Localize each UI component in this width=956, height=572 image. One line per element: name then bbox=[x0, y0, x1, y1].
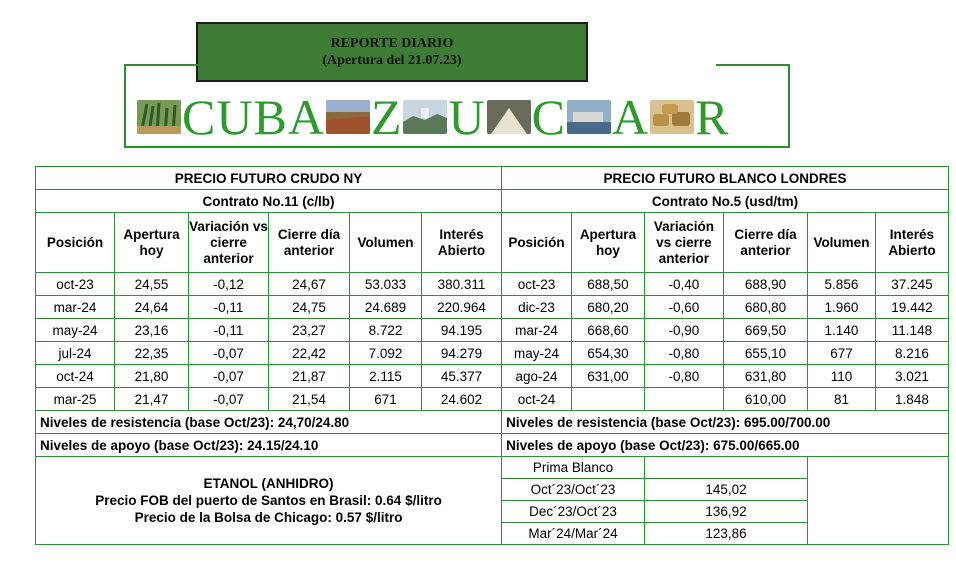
ny-cell: 22,42 bbox=[269, 342, 350, 365]
london-cell: -0,40 bbox=[644, 273, 723, 296]
ny-cell: 21,54 bbox=[269, 388, 350, 411]
london-cell: 19.442 bbox=[875, 296, 948, 319]
logo-letter: A bbox=[287, 89, 325, 145]
ny-cell: -0,12 bbox=[188, 273, 268, 296]
london-cell: 668,60 bbox=[571, 319, 644, 342]
ny-cell: 24.602 bbox=[421, 388, 501, 411]
ny-cell: oct-24 bbox=[36, 365, 115, 388]
ny-cell: 21,87 bbox=[269, 365, 350, 388]
london-cell: ago-24 bbox=[502, 365, 572, 388]
sugar-bags-image bbox=[650, 100, 694, 134]
london-cell: 81 bbox=[808, 388, 876, 411]
london-cell: 1.848 bbox=[875, 388, 948, 411]
london-contract: Contrato No.5 (usd/tm) bbox=[502, 190, 949, 213]
prima-spread: Oct´23/Oct´23 bbox=[502, 479, 645, 501]
prima-title: Prima Blanco bbox=[502, 457, 645, 479]
ny-title: PRECIO FUTURO CRUDO NY bbox=[36, 167, 502, 190]
ny-cell: -0,11 bbox=[188, 296, 268, 319]
ethanol-box bbox=[36, 457, 502, 545]
sugar-pile-image bbox=[487, 100, 531, 134]
ny-cell: 23,16 bbox=[115, 319, 189, 342]
london-cell: 1.960 bbox=[808, 296, 876, 319]
london-cell: 610,00 bbox=[723, 388, 807, 411]
port-ship-image bbox=[567, 100, 611, 134]
ny-col-header: Volumen bbox=[350, 213, 422, 273]
ny-col-header: Posición bbox=[36, 213, 115, 273]
ny-cell: -0,07 bbox=[188, 365, 268, 388]
table-row bbox=[36, 273, 949, 296]
london-cell bbox=[571, 388, 644, 411]
london-cell: 37.245 bbox=[875, 273, 948, 296]
ny-cell: 24,67 bbox=[269, 273, 350, 296]
ny-cell: mar-25 bbox=[36, 388, 115, 411]
london-col-header: Posición bbox=[502, 213, 572, 273]
ny-cell: -0,07 bbox=[188, 388, 268, 411]
ny-cell: may-24 bbox=[36, 319, 115, 342]
london-cell: 11.148 bbox=[875, 319, 948, 342]
london-col-header: Cierre día anterior bbox=[723, 213, 807, 273]
logo-frame bbox=[124, 64, 790, 148]
london-cell: may-24 bbox=[502, 342, 572, 365]
prima-side-blank bbox=[808, 457, 949, 545]
report-title: REPORTE DIARIO bbox=[330, 36, 454, 51]
london-cell: 677 bbox=[808, 342, 876, 365]
ny-cell: 45.377 bbox=[421, 365, 501, 388]
london-cell: -0,90 bbox=[644, 319, 723, 342]
london-cell: 680,80 bbox=[723, 296, 807, 319]
london-cell: 110 bbox=[808, 365, 876, 388]
london-cell: oct-23 bbox=[502, 273, 572, 296]
prima-spread: Dec´23/Oct´23 bbox=[502, 501, 645, 523]
london-cell: dic-23 bbox=[502, 296, 572, 319]
london-cell: mar-24 bbox=[502, 319, 572, 342]
ny-cell: oct-23 bbox=[36, 273, 115, 296]
ny-cell: 24,75 bbox=[269, 296, 350, 319]
logo-letter: U bbox=[216, 89, 254, 145]
london-cell: 655,10 bbox=[723, 342, 807, 365]
ny-cell: mar-24 bbox=[36, 296, 115, 319]
ny-cell: 94.195 bbox=[421, 319, 501, 342]
ny-cell: 21,47 bbox=[115, 388, 189, 411]
london-cell: 669,50 bbox=[723, 319, 807, 342]
london-cell: 688,90 bbox=[723, 273, 807, 296]
logo-letter: U bbox=[448, 89, 486, 145]
london-cell: 654,30 bbox=[571, 342, 644, 365]
london-cell: 631,80 bbox=[723, 365, 807, 388]
ny-cell: 220.964 bbox=[421, 296, 501, 319]
ny-cell: 24,64 bbox=[115, 296, 189, 319]
london-resistance: Niveles de resistencia (base Oct/23): 695.00/700.00 bbox=[502, 411, 949, 434]
table-row bbox=[36, 365, 949, 388]
prima-blank bbox=[644, 457, 807, 479]
london-col-header: Volumen bbox=[808, 213, 876, 273]
ny-cell: 24.689 bbox=[350, 296, 422, 319]
ny-contract: Contrato No.11 (c/lb) bbox=[36, 190, 502, 213]
logo-letter: C bbox=[182, 89, 217, 145]
ny-cell: 94.279 bbox=[421, 342, 501, 365]
table-row bbox=[36, 388, 949, 411]
london-cell: 688,50 bbox=[571, 273, 644, 296]
table-row bbox=[36, 319, 949, 342]
london-col-header: Variación vs cierre anterior bbox=[644, 213, 723, 273]
ny-cell: 53.033 bbox=[350, 273, 422, 296]
london-cell: 8.216 bbox=[875, 342, 948, 365]
ny-cell: 2.115 bbox=[350, 365, 422, 388]
ny-cell: 24,55 bbox=[115, 273, 189, 296]
london-cell: -0,80 bbox=[644, 365, 723, 388]
cubazucar-logo bbox=[136, 89, 730, 145]
ny-col-header: Cierre día anterior bbox=[269, 213, 350, 273]
futures-table bbox=[35, 166, 949, 545]
prima-value: 123,86 bbox=[644, 523, 807, 545]
logo-letter: Z bbox=[370, 89, 403, 145]
ny-support: Niveles de apoyo (base Oct/23): 24.15/24.10 bbox=[36, 434, 502, 457]
ny-col-header: Interés Abierto bbox=[421, 213, 501, 273]
harvest-field-image bbox=[326, 100, 370, 134]
logo-letter: B bbox=[253, 89, 288, 145]
ny-cell: 671 bbox=[350, 388, 422, 411]
ny-cell: -0,11 bbox=[188, 319, 268, 342]
ny-cell: 8.722 bbox=[350, 319, 422, 342]
london-support: Niveles de apoyo (base Oct/23): 675.00/665.00 bbox=[502, 434, 949, 457]
london-cell: 3.021 bbox=[875, 365, 948, 388]
london-cell: 680,20 bbox=[571, 296, 644, 319]
prima-spread: Mar´24/Mar´24 bbox=[502, 523, 645, 545]
ny-col-header: Variación vs cierre anterior bbox=[188, 213, 268, 273]
report-date: (Apertura del 21.07.23) bbox=[322, 53, 462, 68]
london-cell: 631,00 bbox=[571, 365, 644, 388]
ny-cell: 21,80 bbox=[115, 365, 189, 388]
london-cell bbox=[644, 388, 723, 411]
london-title: PRECIO FUTURO BLANCO LONDRES bbox=[502, 167, 949, 190]
table-row bbox=[36, 296, 949, 319]
ny-resistance: Niveles de resistencia (base Oct/23): 24,70/24.80 bbox=[36, 411, 502, 434]
ny-cell: -0,07 bbox=[188, 342, 268, 365]
ny-cell: 23,27 bbox=[269, 319, 350, 342]
sugarcane-field-image bbox=[137, 100, 181, 134]
prima-value: 145,02 bbox=[644, 479, 807, 501]
london-cell: oct-24 bbox=[502, 388, 572, 411]
ny-cell: 22,35 bbox=[115, 342, 189, 365]
ethanol-santos-price: Precio FOB del puerto de Santos en Brasil: 0.64 $/litro bbox=[95, 493, 442, 508]
london-cell: 5.856 bbox=[808, 273, 876, 296]
london-cell: -0,60 bbox=[644, 296, 723, 319]
ethanol-chicago-price: Precio de la Bolsa de Chicago: 0.57 $/litro bbox=[134, 510, 403, 525]
logo-letter: A bbox=[611, 89, 650, 145]
london-col-header: Interés Abierto bbox=[875, 213, 948, 273]
sugar-mill-image bbox=[403, 100, 447, 134]
ny-cell: jul-24 bbox=[36, 342, 115, 365]
prima-value: 136,92 bbox=[644, 501, 807, 523]
london-col-header: Apertura hoy bbox=[571, 213, 644, 273]
table-row bbox=[36, 342, 949, 365]
logo-letter: C bbox=[531, 89, 566, 145]
logo-letter: R bbox=[695, 89, 730, 145]
london-cell: 1.140 bbox=[808, 319, 876, 342]
london-cell: -0,80 bbox=[644, 342, 723, 365]
ethanol-title: ETANOL (ANHIDRO) bbox=[203, 476, 334, 491]
ny-col-header: Apertura hoy bbox=[115, 213, 189, 273]
ny-cell: 7.092 bbox=[350, 342, 422, 365]
ny-cell: 380.311 bbox=[421, 273, 501, 296]
